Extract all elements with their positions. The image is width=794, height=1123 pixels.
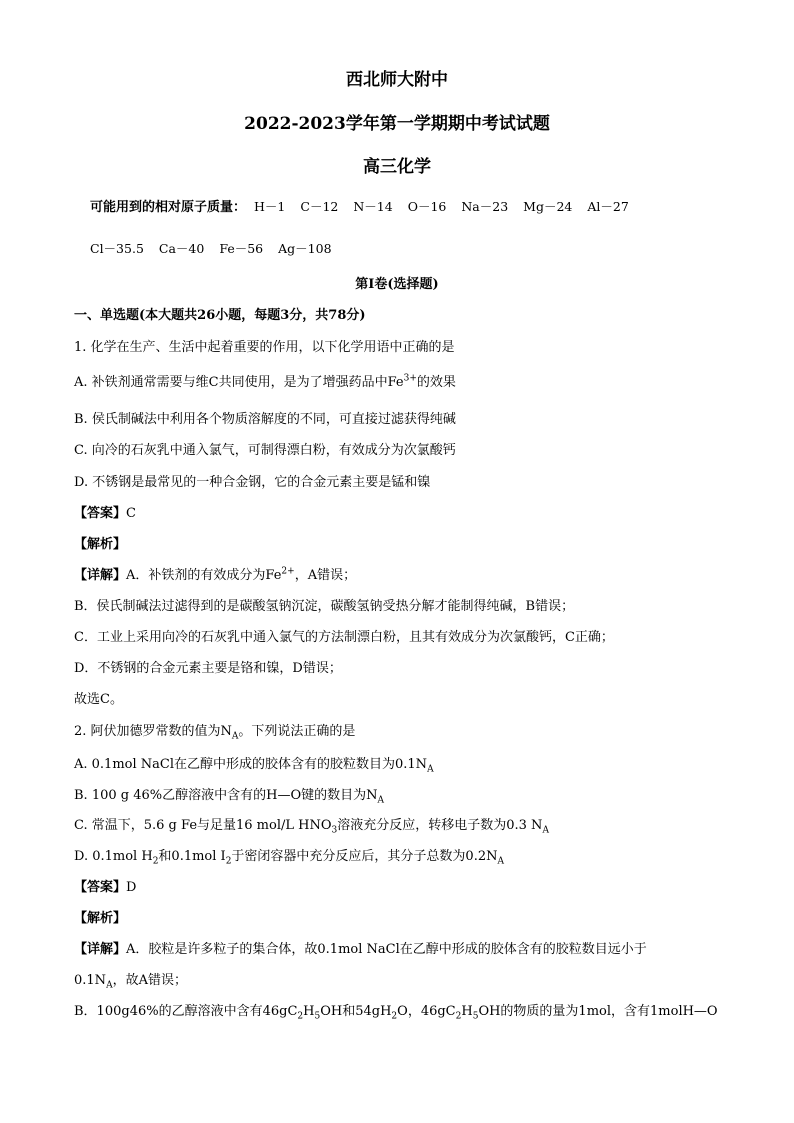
atomic-mass-mg: Mg－24 (523, 199, 573, 214)
q1-answer: 【答案】C (74, 506, 136, 521)
atomic-mass-h: H－1 (254, 199, 286, 214)
q2-option-c: C. 常温下，5.6 g Fe与足量16 mol/L $HNO_3$溶液充分反应，转移电子数为0.3 $N_A$ (74, 818, 549, 836)
atomic-mass-line-2 (90, 241, 332, 258)
q1-conclusion: 故选C。 (74, 692, 123, 707)
q1-analysis-label: 【解析】 (74, 537, 127, 552)
q2-option-a: A. 0.1mol NaCl在乙醇中形成的胶体含有的胶粒数目为$0.1N_A$ (74, 757, 434, 775)
q2-answer: 【答案】D (74, 880, 137, 895)
q1-stem: 1. 化学在生产、生活中起着重要的作用，以下化学用语中正确的是 (74, 340, 455, 355)
q1-detail-d: D．不锈钢的合金元素主要是铬和镍，D错误； (74, 661, 342, 676)
q1-detail-c: C．工业上采用向冷的石灰乳中通入氯气的方法制漂白粉，且其有效成分为次氯酸钙，C正确； (74, 630, 614, 645)
q1-option-a: A. 补铁剂通常需要与维C共同使用，是为了增强药品中$Fe^{3+}$的效果 (74, 373, 456, 390)
section-heading: 一、单选题(本大题共26小题，每题3分，共78分) (74, 308, 366, 323)
q1-option-b: B. 侯氏制碱法中利用各个物质溶解度的不同，可直接过滤获得纯碱 (74, 412, 456, 427)
atomic-mass-ca: Ca－40 (158, 241, 205, 256)
q2-option-d: D. 0.1mol $H_2$和0.1mol $I_2$于密闭容器中充分反应后，其分子总数为$0.2N_A$ (74, 849, 504, 867)
atomic-mass-c: C－12 (300, 199, 339, 214)
school-name: 西北师大附中 (346, 70, 448, 90)
atomic-mass-cl: Cl－35.5 (90, 241, 144, 256)
atomic-mass-al: Al－27 (587, 199, 629, 214)
q1-option-d: D. 不锈钢是最常见的一种合金钢，它的合金元素主要是锰和镍 (74, 475, 431, 490)
atomic-mass-line-1 (90, 199, 629, 216)
q2-detail-a-2: $0.1N_A$，故A错误； (74, 973, 187, 991)
subject-title: 高三化学 (363, 157, 431, 177)
q2-option-b: B. 100 g 46%乙醇溶液中含有的H—O键的数目为$N_A$ (74, 788, 384, 806)
exam-title: 2022-2023学年第一学期期中考试试题 (244, 114, 550, 134)
atomic-mass-fe: Fe－56 (219, 241, 264, 256)
q2-detail-b: B．100g46%的乙醇溶液中含有$46gC_2H_5OH$和$54gH_2O$，$46gC_2H_5OH$的物质的量为1mol，含有1molH—O (74, 1004, 718, 1022)
atomic-mass-o: O－16 (407, 199, 447, 214)
q1-detail-a: 【详解】A．补铁剂的有效成分为$Fe^{2+}$，A错误； (74, 566, 357, 583)
atomic-mass-na: Na－23 (461, 199, 509, 214)
volume-heading: 第Ⅰ卷(选择题) (355, 277, 439, 292)
q2-analysis-label: 【解析】 (74, 911, 127, 926)
atomic-mass-n: N－14 (353, 199, 393, 214)
q1-detail-b: B．侯氏制碱法过滤得到的是碳酸氢钠沉淀，碳酸氢钠受热分解才能制得纯碱，B错误； (74, 599, 575, 614)
atomic-mass-label: 可能用到的相对原子质量： (90, 200, 247, 215)
q1-option-c: C. 向冷的石灰乳中通入氯气，可制得漂白粉，有效成分为次氯酸钙 (74, 443, 456, 458)
atomic-mass-ag: Ag－108 (278, 241, 332, 256)
q2-stem: 2. 阿伏加德罗常数的值为$N_A$。下列说法正确的是 (74, 724, 356, 742)
q2-detail-a-1: 【详解】A．胶粒是许多粒子的集合体，故0.1mol NaCl在乙醇中形成的胶体含有的胶粒数目远小于 (74, 942, 647, 957)
